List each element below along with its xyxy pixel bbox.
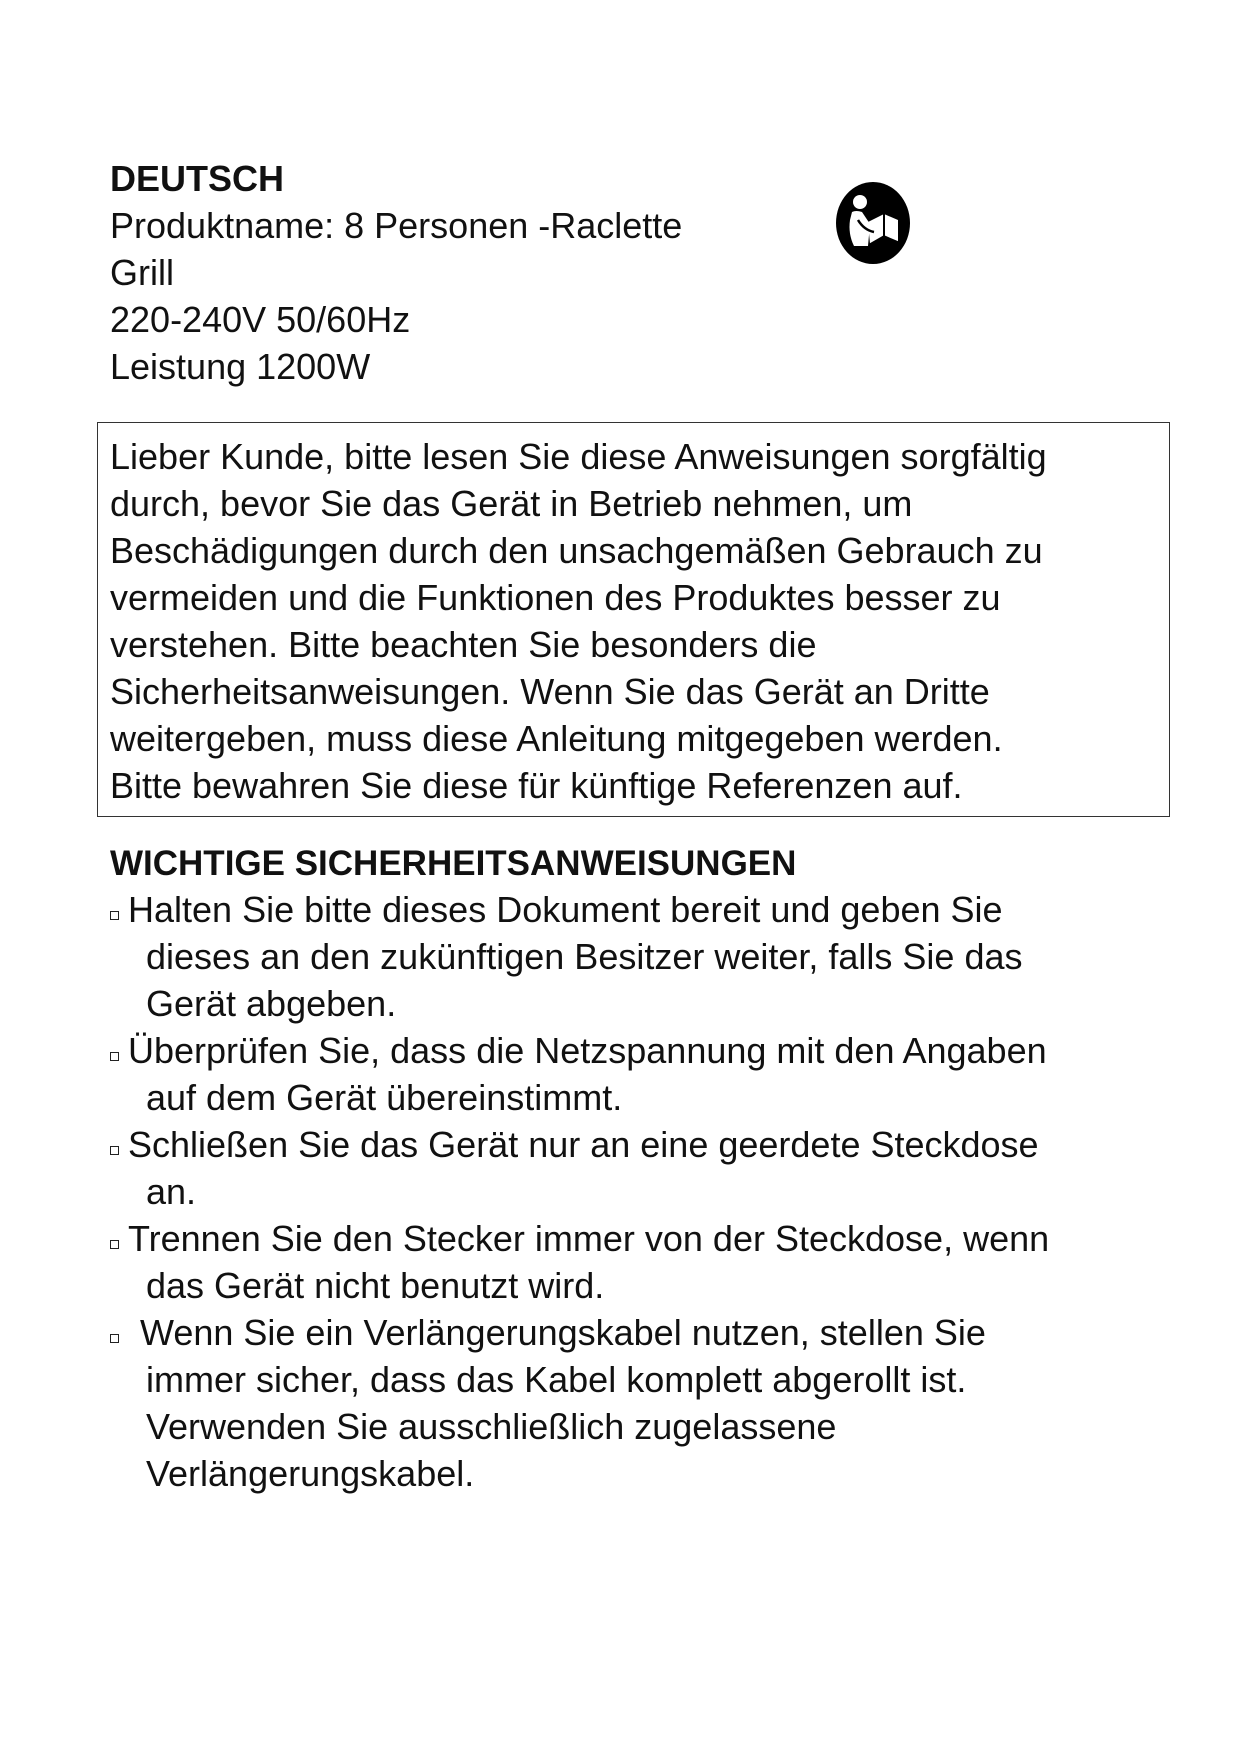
notice-line: verstehen. Bitte beachten Sie besonders die	[110, 624, 817, 665]
checkbox-bullet-icon	[110, 1334, 119, 1343]
safety-heading: WICHTIGE SICHERHEITSANWEISUNGEN	[110, 844, 797, 883]
safety-item	[110, 1215, 1140, 1309]
power-spec: Leistung 1200W	[110, 346, 371, 387]
notice-line: Bitte bewahren Sie diese für künftige Referenzen auf.	[110, 765, 963, 806]
safety-item-text: Überprüfen Sie, dass die Netzspannung mit den Angaben	[128, 1030, 1047, 1071]
safety-item	[110, 886, 1140, 1027]
product-name-line-2: Grill	[110, 252, 174, 293]
safety-item	[110, 1027, 1140, 1121]
notice-line: vermeiden und die Funktionen des Produktes besser zu	[110, 577, 1001, 618]
safety-item-text: Verwenden Sie ausschließlich zugelassene	[146, 1406, 837, 1447]
safety-item-text: dieses an den zukünftigen Besitzer weiter, falls Sie das	[146, 936, 1023, 977]
checkbox-bullet-icon	[110, 1146, 119, 1155]
safety-item-text: Wenn Sie ein Verlängerungskabel nutzen, stellen Sie	[140, 1312, 986, 1353]
product-header	[110, 155, 682, 390]
safety-item-text: Verlängerungskabel.	[146, 1453, 475, 1494]
language-heading: DEUTSCH	[110, 158, 285, 199]
safety-item-text: Halten Sie bitte dieses Dokument bereit und geben Sie	[128, 889, 1003, 930]
checkbox-bullet-icon	[110, 1052, 119, 1061]
notice-line: Beschädigungen durch den unsachgemäßen Gebrauch zu	[110, 530, 1043, 571]
safety-item-text: immer sicher, dass das Kabel komplett abgerollt ist.	[146, 1359, 967, 1400]
notice-line: Sicherheitsanweisungen. Wenn Sie das Gerät an Dritte	[110, 671, 990, 712]
notice-line: Lieber Kunde, bitte lesen Sie diese Anweisungen sorgfältig	[110, 436, 1047, 477]
safety-item-text: Gerät abgeben.	[146, 983, 397, 1024]
safety-item-text: Schließen Sie das Gerät nur an eine geerdete Steckdose	[128, 1124, 1039, 1165]
notice-line: weitergeben, muss diese Anleitung mitgegeben werden.	[110, 718, 1003, 759]
product-name-line-1: Produktname: 8 Personen -Raclette	[110, 205, 683, 246]
safety-item-text: an.	[146, 1171, 197, 1212]
notice-line: durch, bevor Sie das Gerät in Betrieb nehmen, um	[110, 483, 913, 524]
safety-item	[110, 1121, 1140, 1215]
checkbox-bullet-icon	[110, 1240, 119, 1249]
read-manual-icon	[834, 180, 912, 266]
notice-box	[97, 422, 1170, 817]
safety-item-text: Trennen Sie den Stecker immer von der Steckdose, wenn	[128, 1218, 1050, 1259]
safety-item-text: auf dem Gerät übereinstimmt.	[146, 1077, 623, 1118]
checkbox-bullet-icon	[110, 911, 119, 920]
safety-item	[110, 1309, 1140, 1497]
safety-item-text: das Gerät nicht benutzt wird.	[146, 1265, 605, 1306]
safety-instructions-list	[110, 886, 1140, 1497]
voltage-spec: 220-240V 50/60Hz	[110, 299, 411, 340]
